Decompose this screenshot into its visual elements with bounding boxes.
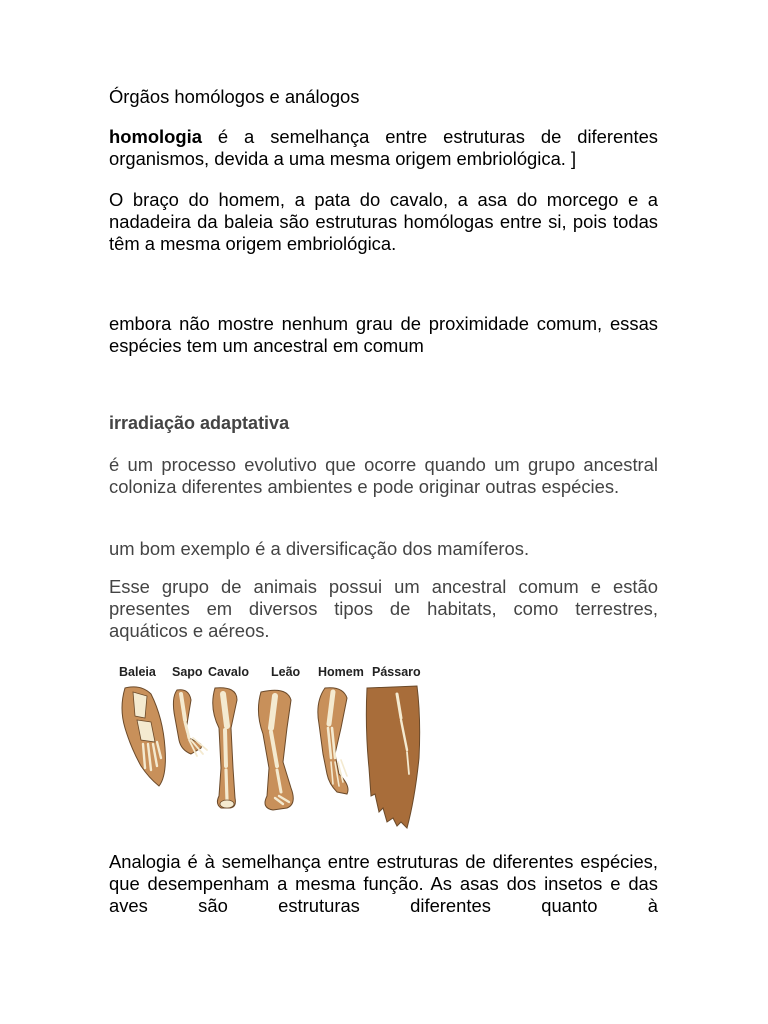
irradiacao-heading: irradiação adaptativa (109, 413, 290, 433)
lion-leg-icon (258, 690, 293, 810)
braco-paragraph: O braço do homem, a pata do cavalo, a asa do morcego e a nadadeira da baleia são estruturas homólogas entre si, pois todas têm a mesma origem embriológica. (109, 189, 658, 254)
irradiacao-group-paragraph: Esse grupo de animais possui um ancestral comum e estão presentes em diversos tipos de habitats, como terrestres, aquáticos e aéreos. (109, 576, 658, 641)
irradiacao-example: um bom exemplo é a diversificação dos mamíferos. (109, 538, 530, 559)
homologia-definition: é a semelhança entre estruturas de diferentes organismos, devida a uma mesma origem embriológica. ] (109, 126, 658, 169)
horse-leg-icon (213, 688, 237, 808)
irradiacao-definition: é um processo evolutivo que ocorre quando um grupo ancestral coloniza diferentes ambientes e pode originar outras espécies. (109, 454, 658, 497)
embora-paragraph: embora não mostre nenhum grau de proximidade comum, essas espécies tem um ancestral em comum (109, 313, 658, 356)
label-cavalo: Cavalo (208, 665, 249, 679)
label-baleia: Baleia (119, 665, 156, 679)
whale-flipper-icon (122, 687, 165, 786)
homologia-paragraph (109, 126, 658, 170)
human-arm-icon (318, 688, 348, 794)
frog-limb-icon (173, 690, 207, 756)
homologia-term: homologia (109, 126, 202, 147)
label-sapo: Sapo (172, 665, 203, 679)
label-passaro: Pássaro (372, 665, 421, 679)
label-homem: Homem (318, 665, 364, 679)
label-leao: Leão (271, 665, 301, 679)
limbs-illustration (111, 658, 429, 836)
homologous-limbs-figure (111, 658, 429, 836)
analogia-paragraph: Analogia é à semelhança entre estruturas de diferentes espécies, que desempenham a mesma função. As asas dos insetos e das aves são estruturas diferentes quanto à (109, 851, 658, 916)
bird-wing-icon (366, 686, 419, 828)
document-title: Órgãos homólogos e análogos (109, 86, 360, 107)
